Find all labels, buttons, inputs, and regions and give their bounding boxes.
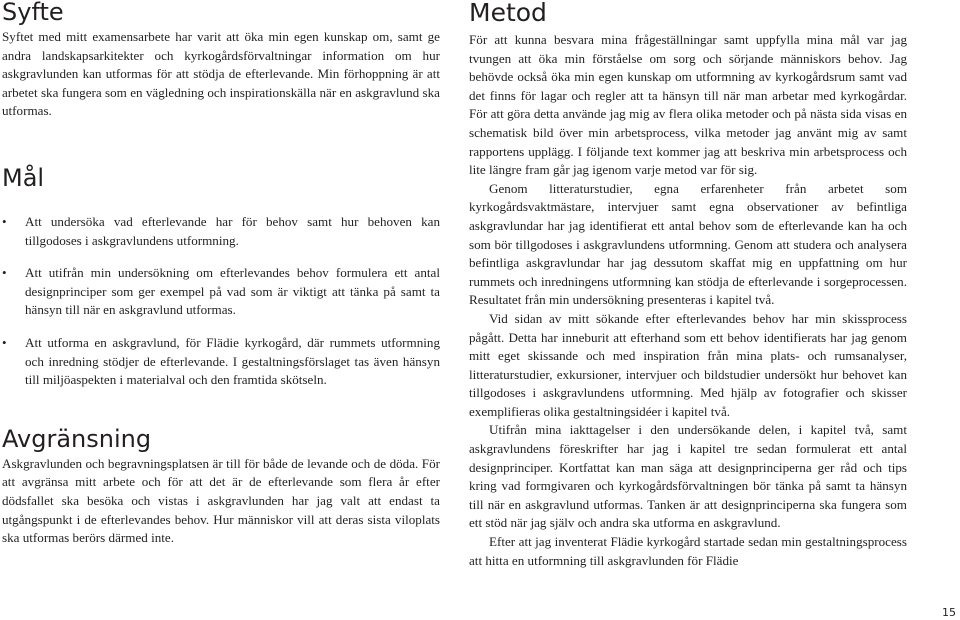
metod-paragraph: Utifrån mina iakttagelser i den undersökande delen, i kapitel två, samt askgravlundens föreskrifter har jag i kapitel tre sedan formulerat ett antal designprinciper. Kortfattat kan man säga att designprinciperna ger råd och tips kring vad formgivaren och kyrkogårdsförvaltningen bör tänka på samt ta hänsyn till när en askgravlund utformas. Tanken är att designprinciperna ska fungera som ett stöd när jag själv och andra ska utforma en askgravlund. (469, 422, 907, 531)
metod-paragraph: Efter att jag inventerat Flädie kyrkogård startade sedan min gestaltningsprocess att hitta en utformning till askgravlunden för Flädie (469, 534, 907, 568)
bullet-icon: • (2, 213, 7, 229)
metod-paragraph: För att kunna besvara mina frågeställningar samt uppfylla mina mål var jag tvungen att öka min förståelse om sorg och sörjande människors behov. Jag behövde också öka min egen kunskap om utformning av kyrkogårdsrum samt vad det finns för lagar och regler att ta hänsyn till när man arbetar med kyrkogårdar. För att göra detta använde jag mig av flera olika metoder och på nästa sida visas en schematisk bild över min arbetsprocess, vilka metoder jag använt mig av samt rapportens upplägg. I följande text kommer jag att beskriva min arbetsprocess och lite längre fram går jag igenom varje metod var för sig. (469, 32, 907, 178)
syfte-heading: Syfte (2, 0, 64, 26)
goal-item (2, 213, 440, 250)
avgransning-paragraph: Askgravlunden och begravningsplatsen är till för både de levande och de döda. För att avgränsa mitt arbete och för att det är de efterlevande som flera år efter dödsfallet ska besöka och vistas i askgravlunden har jag valt att endast ta utgångspunkt i de efterlevandes behov. Hur människor vill att deras sista viloplats ska utformas berörs därmed inte. (2, 455, 440, 546)
metod-heading: Metod (469, 0, 547, 27)
left-column (2, 0, 440, 548)
bullet-icon: • (2, 334, 7, 350)
metod-paragraph: Genom litteraturstudier, egna erfarenheter från arbetet som kyrkogårdsvaktmästare, intervjuer samt egna observationer av befintliga askgravlundar har jag identifierat ett antal behov som de efterlevande kan ha och som bör tillgodoses i askgravlundens utformning. Genom att studera och analysera befintliga askgravlundar har jag dessutom skaffat mig en uppfattning om hur rummets och inredningens utformning kan stödja de efterlevande i sorgeprocessen. Resultatet från min undersökning presenteras i kapitel två. (469, 180, 907, 308)
goals-list (2, 213, 440, 390)
avgransning-heading: Avgränsning (2, 424, 152, 453)
syfte-paragraph: Syftet med mitt examensarbete har varit att öka min egen kunskap om, samt ge andra landskapsarkitekter och kyrkogårdsförvaltningar information om hur askgravlunden kan utformas för att stödja de efterlevande. Min förhoppning är att arbetet ska fungera som en vägledning och inspirationskälla när en askgravlund ska utformas. (2, 29, 440, 119)
goal-text: Att utforma en askgravlund, för Flädie kyrkogård, där rummets utformning och inredning stödjer de efterlevande. I gestaltningsförslaget tas även hänsyn till miljöaspekten i materialval och den framtida skötseln. (25, 334, 440, 388)
goal-text: Att utifrån min undersökning om efterlevandes behov formulera ett antal designprinciper som ger exempel på vad som är viktigt att tänka på samt ta hänsyn till när en askgravlund utformas. (25, 265, 440, 318)
goal-item (2, 264, 440, 320)
page-number: 15 (942, 606, 956, 619)
goal-text: Att undersöka vad efterlevande har för behov samt hur behoven kan tillgodoses i askgravlundens utformning. (25, 213, 440, 248)
bullet-icon: • (2, 265, 7, 281)
right-column (469, 0, 907, 570)
metod-paragraph: Vid sidan av mitt sökande efter efterlevandes behov har min skissprocess pågått. Detta har inneburit att efterhand som ett behov identifierats har jag genom mitt eget skissande och med inspiration från mina plats- och rumsanalyser, litteraturstudier, exkursioner, intervjuer och bildstudier undersökt hur behovet kan tillgodoses i askgravlundens utformning. Med hjälp av fotografier och skisser exemplifieras olika gestaltningsidéer i kapitel två. (469, 310, 907, 419)
goal-item (2, 334, 440, 390)
mal-heading: Mål (2, 163, 45, 192)
